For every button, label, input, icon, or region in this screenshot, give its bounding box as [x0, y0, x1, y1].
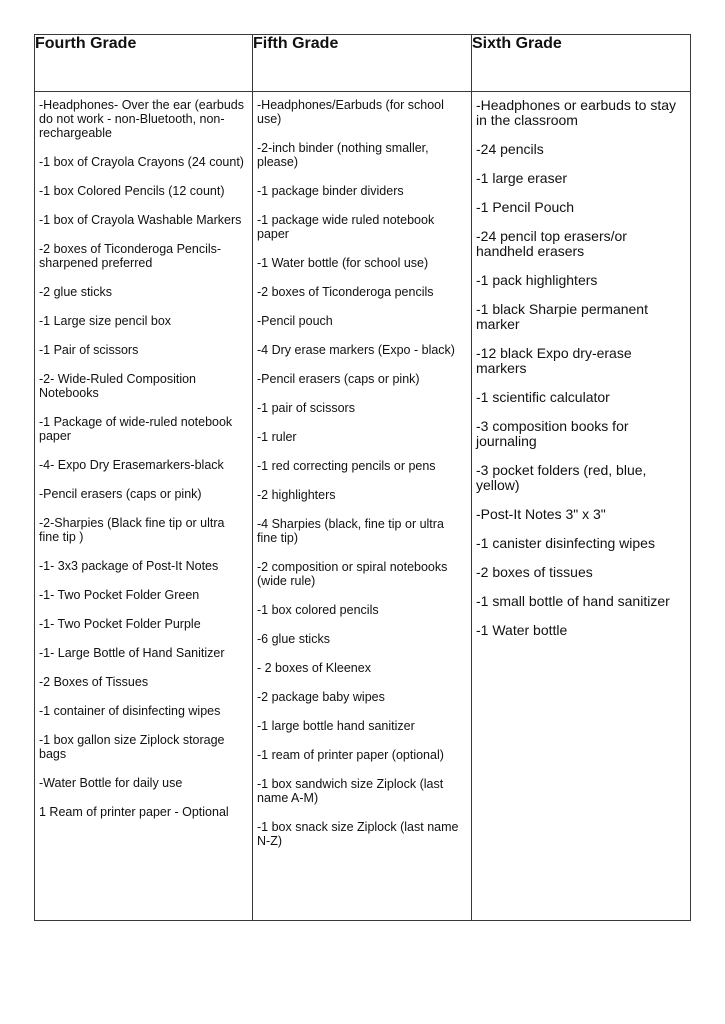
supply-item: -1 package binder dividers	[257, 184, 404, 198]
supply-item: -1 pack highlighters	[476, 272, 598, 288]
fourth-grade-cell	[35, 92, 253, 921]
items-row	[35, 92, 691, 921]
supply-item: -Pencil erasers (caps or pink)	[257, 372, 420, 386]
supply-item: -24 pencil top erasers/or handheld erasers	[476, 228, 627, 259]
supply-item: -Headphones or earbuds to stay in the classroom	[476, 97, 677, 128]
header-row	[35, 35, 691, 92]
supply-item: -Water Bottle for daily use	[39, 776, 183, 790]
supply-item: -1 box colored pencils	[257, 603, 379, 617]
supply-item: -1 ream of printer paper (optional)	[257, 748, 444, 762]
fifth-grade-header: Fifth Grade	[253, 35, 472, 92]
supply-item: -24 pencils	[476, 141, 544, 157]
supply-item: -1 package wide ruled notebook paper	[257, 213, 435, 241]
supply-item: -Headphones- Over the ear (earbuds do not work - non-Bluetooth, non-rechargeable	[39, 98, 244, 140]
supply-item: -Pencil pouch	[257, 314, 333, 328]
supply-item: -1 ruler	[257, 430, 297, 444]
supply-item: -1- 3x3 package of Post-It Notes	[39, 559, 219, 573]
sixth-grade-cell	[472, 92, 691, 921]
supply-item: -1 box Colored Pencils (12 count)	[39, 184, 225, 198]
fourth-grade-header: Fourth Grade	[35, 35, 253, 92]
sixth-grade-header: Sixth Grade	[472, 35, 691, 92]
supply-item: -2 glue sticks	[39, 285, 112, 299]
supply-item: -3 composition books for journaling	[476, 418, 629, 449]
supply-item: -1- Large Bottle of Hand Sanitizer	[39, 646, 225, 660]
supply-item: -4 Sharpies (black, fine tip or ultra fine tip)	[257, 517, 444, 545]
supply-item: -2 composition or spiral notebooks (wide rule)	[257, 560, 448, 588]
supply-item: -4 Dry erase markers (Expo - black)	[257, 343, 455, 357]
supply-item: -2-Sharpies (Black fine tip or ultra fine tip )	[39, 516, 225, 544]
supply-item: -12 black Expo dry-erase markers	[476, 345, 632, 376]
supply-item: -2-inch binder (nothing smaller, please)	[257, 141, 429, 169]
supply-item: -1 box gallon size Ziplock storage bags	[39, 733, 225, 761]
supply-item: -1 large bottle hand sanitizer	[257, 719, 415, 733]
supply-item: -1 box of Crayola Washable Markers	[39, 213, 242, 227]
supply-item: -1 black Sharpie permanent marker	[476, 301, 648, 332]
supply-item: -1 large eraser	[476, 170, 568, 186]
supply-item: -2 boxes of Ticonderoga Pencils-sharpened preferred	[39, 242, 222, 270]
supply-item: -1 box sandwich size Ziplock (last name A-M)	[257, 777, 444, 805]
supply-item: -2 package baby wipes	[257, 690, 385, 704]
supply-item: -1 Package of wide-ruled notebook paper	[39, 415, 233, 443]
supply-item: -2 boxes of tissues	[476, 564, 593, 580]
supply-item: -6 glue sticks	[257, 632, 330, 646]
supply-item: -Headphones/Earbuds (for school use)	[257, 98, 444, 126]
supply-item: -1 Pair of scissors	[39, 343, 139, 357]
supply-item: -2 highlighters	[257, 488, 336, 502]
supply-item: -Post-It Notes 3" x 3"	[476, 506, 606, 522]
supply-item: -4- Expo Dry Erasemarkers-black	[39, 458, 224, 472]
supply-item: -1 scientific calculator	[476, 389, 610, 405]
supply-item: -3 pocket folders (red, blue, yellow)	[476, 462, 647, 493]
fourth-grade-list	[35, 92, 252, 819]
supply-item: -2- Wide-Ruled Composition Notebooks	[39, 372, 197, 400]
supply-item: -1- Two Pocket Folder Purple	[39, 617, 201, 631]
supply-item: -1 red correcting pencils or pens	[257, 459, 436, 473]
supply-item: -1 pair of scissors	[257, 401, 355, 415]
sixth-grade-list	[472, 92, 690, 638]
supply-item: -2 Boxes of Tissues	[39, 675, 149, 689]
supply-item: - 2 boxes of Kleenex	[257, 661, 371, 675]
fifth-grade-list	[253, 92, 471, 848]
supply-item: -1 Large size pencil box	[39, 314, 172, 328]
supply-item: -1 box of Crayola Crayons (24 count)	[39, 155, 244, 169]
supply-item: -1 container of disinfecting wipes	[39, 704, 221, 718]
supply-item: -Pencil erasers (caps or pink)	[39, 487, 202, 501]
supply-item: 1 Ream of printer paper - Optional	[39, 805, 229, 819]
supply-item: -1 canister disinfecting wipes	[476, 535, 655, 551]
fifth-grade-cell	[253, 92, 472, 921]
supply-list-table	[34, 34, 691, 921]
supply-item: -1 box snack size Ziplock (last name N-Z)	[257, 820, 459, 848]
supply-item: -1 small bottle of hand sanitizer	[476, 593, 670, 609]
supply-item: -1 Water bottle (for school use)	[257, 256, 429, 270]
supply-item: -1- Two Pocket Folder Green	[39, 588, 200, 602]
supply-item: -1 Pencil Pouch	[476, 199, 575, 215]
supply-item: -2 boxes of Ticonderoga pencils	[257, 285, 434, 299]
supply-item: -1 Water bottle	[476, 622, 568, 638]
